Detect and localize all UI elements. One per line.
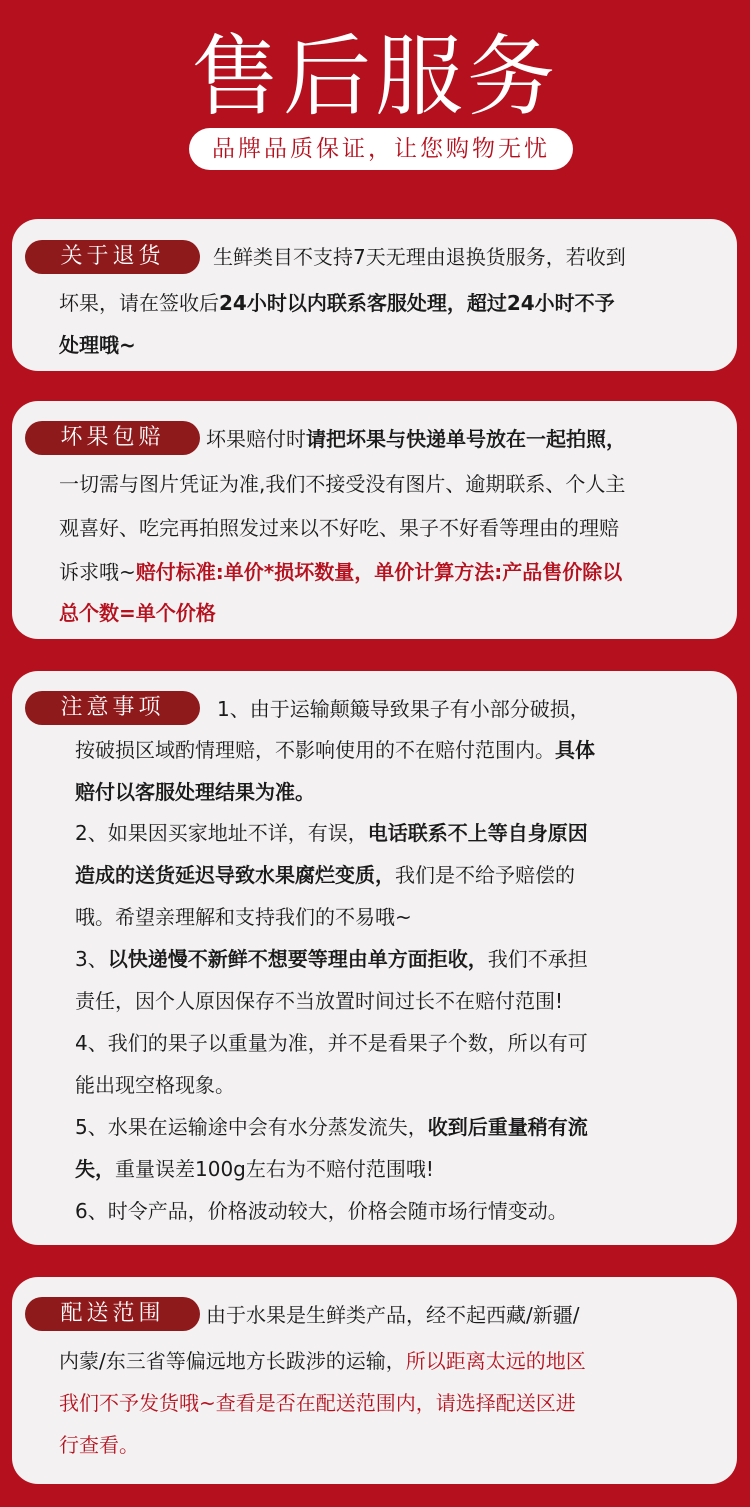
note-5-line-2: 失，重量误差100g左右为不赔付范围哦! [75, 1157, 434, 1181]
note-1-line-2: 按破损区域酌情理赔，不影响使用的不在赔付范围内。具体 [75, 738, 595, 762]
note-2-line-3: 哦。希望亲理解和支持我们的不易哦~ [75, 905, 412, 929]
note-2-line-2: 造成的送货延迟导致水果腐烂变质，我们是不给予赔偿的 [75, 863, 575, 887]
delivery-line-3: 我们不予发货哦~查看是否在配送范围内，请选择配送区进 [59, 1391, 576, 1415]
compensation-line-4: 诉求哦~赔付标准:单价*损坏数量，单价计算方法:产品售价除以 [59, 560, 623, 584]
note-6-line-1: 6、时令产品，价格波动较大，价格会随市场行情变动。 [75, 1199, 568, 1223]
returns-line-3: 处理哦~ [59, 333, 136, 357]
returns-line-1: 生鲜类目不支持7天无理由退换货服务，若收到 [213, 245, 626, 269]
delivery-badge: 配送范围 [25, 1297, 200, 1331]
compensation-badge: 坏果包赔 [25, 421, 200, 455]
returns-line-2: 坏果，请在签收后24小时以内联系客服处理，超过24小时不予 [59, 291, 615, 315]
compensation-line-5: 总个数=单个价格 [59, 601, 216, 625]
note-5-line-1: 5、水果在运输途中会有水分蒸发流失，收到后重量稍有流 [75, 1115, 588, 1139]
delivery-line-4: 行查看。 [59, 1433, 139, 1457]
compensation-line-2: 一切需与图片凭证为准,我们不接受没有图片、逾期联系、个人主 [59, 472, 626, 496]
returns-badge: 关于退货 [25, 240, 200, 274]
compensation-card [12, 401, 737, 639]
note-3-line-1: 3、以快递慢不新鲜不想要等理由单方面拒收，我们不承担 [75, 947, 588, 971]
subtitle-banner: 品牌品质保证，让您购物无忧 [189, 128, 573, 170]
note-4-line-1: 4、我们的果子以重量为准，并不是看果子个数，所以有可 [75, 1031, 588, 1055]
note-3-line-2: 责任，因个人原因保存不当放置时间过长不在赔付范围! [75, 989, 564, 1013]
note-2-line-1: 2、如果因买家地址不详，有误，电话联系不上等自身原因 [75, 821, 588, 845]
returns-card [12, 219, 737, 371]
note-4-line-2: 能出现空格现象。 [75, 1073, 235, 1097]
note-1-line-3: 赔付以客服处理结果为准。 [75, 780, 315, 804]
delivery-card [12, 1277, 737, 1484]
page-title: 售后服务 [190, 25, 559, 128]
delivery-line-1: 由于水果是生鲜类产品，经不起西藏/新疆/ [206, 1303, 580, 1327]
notes-badge: 注意事项 [25, 691, 200, 725]
delivery-line-2: 内蒙/东三省等偏远地方长跋涉的运输，所以距离太远的地区 [59, 1349, 586, 1373]
note-1-line-1: 1、由于运输颠簸导致果子有小部分破损， [217, 697, 590, 721]
compensation-line-3: 观喜好、吃完再拍照发过来以不好吃、果子不好看等理由的理赔 [59, 516, 619, 540]
compensation-line-1: 坏果赔付时请把坏果与快递单号放在一起拍照， [206, 427, 626, 451]
notes-card [12, 671, 737, 1245]
